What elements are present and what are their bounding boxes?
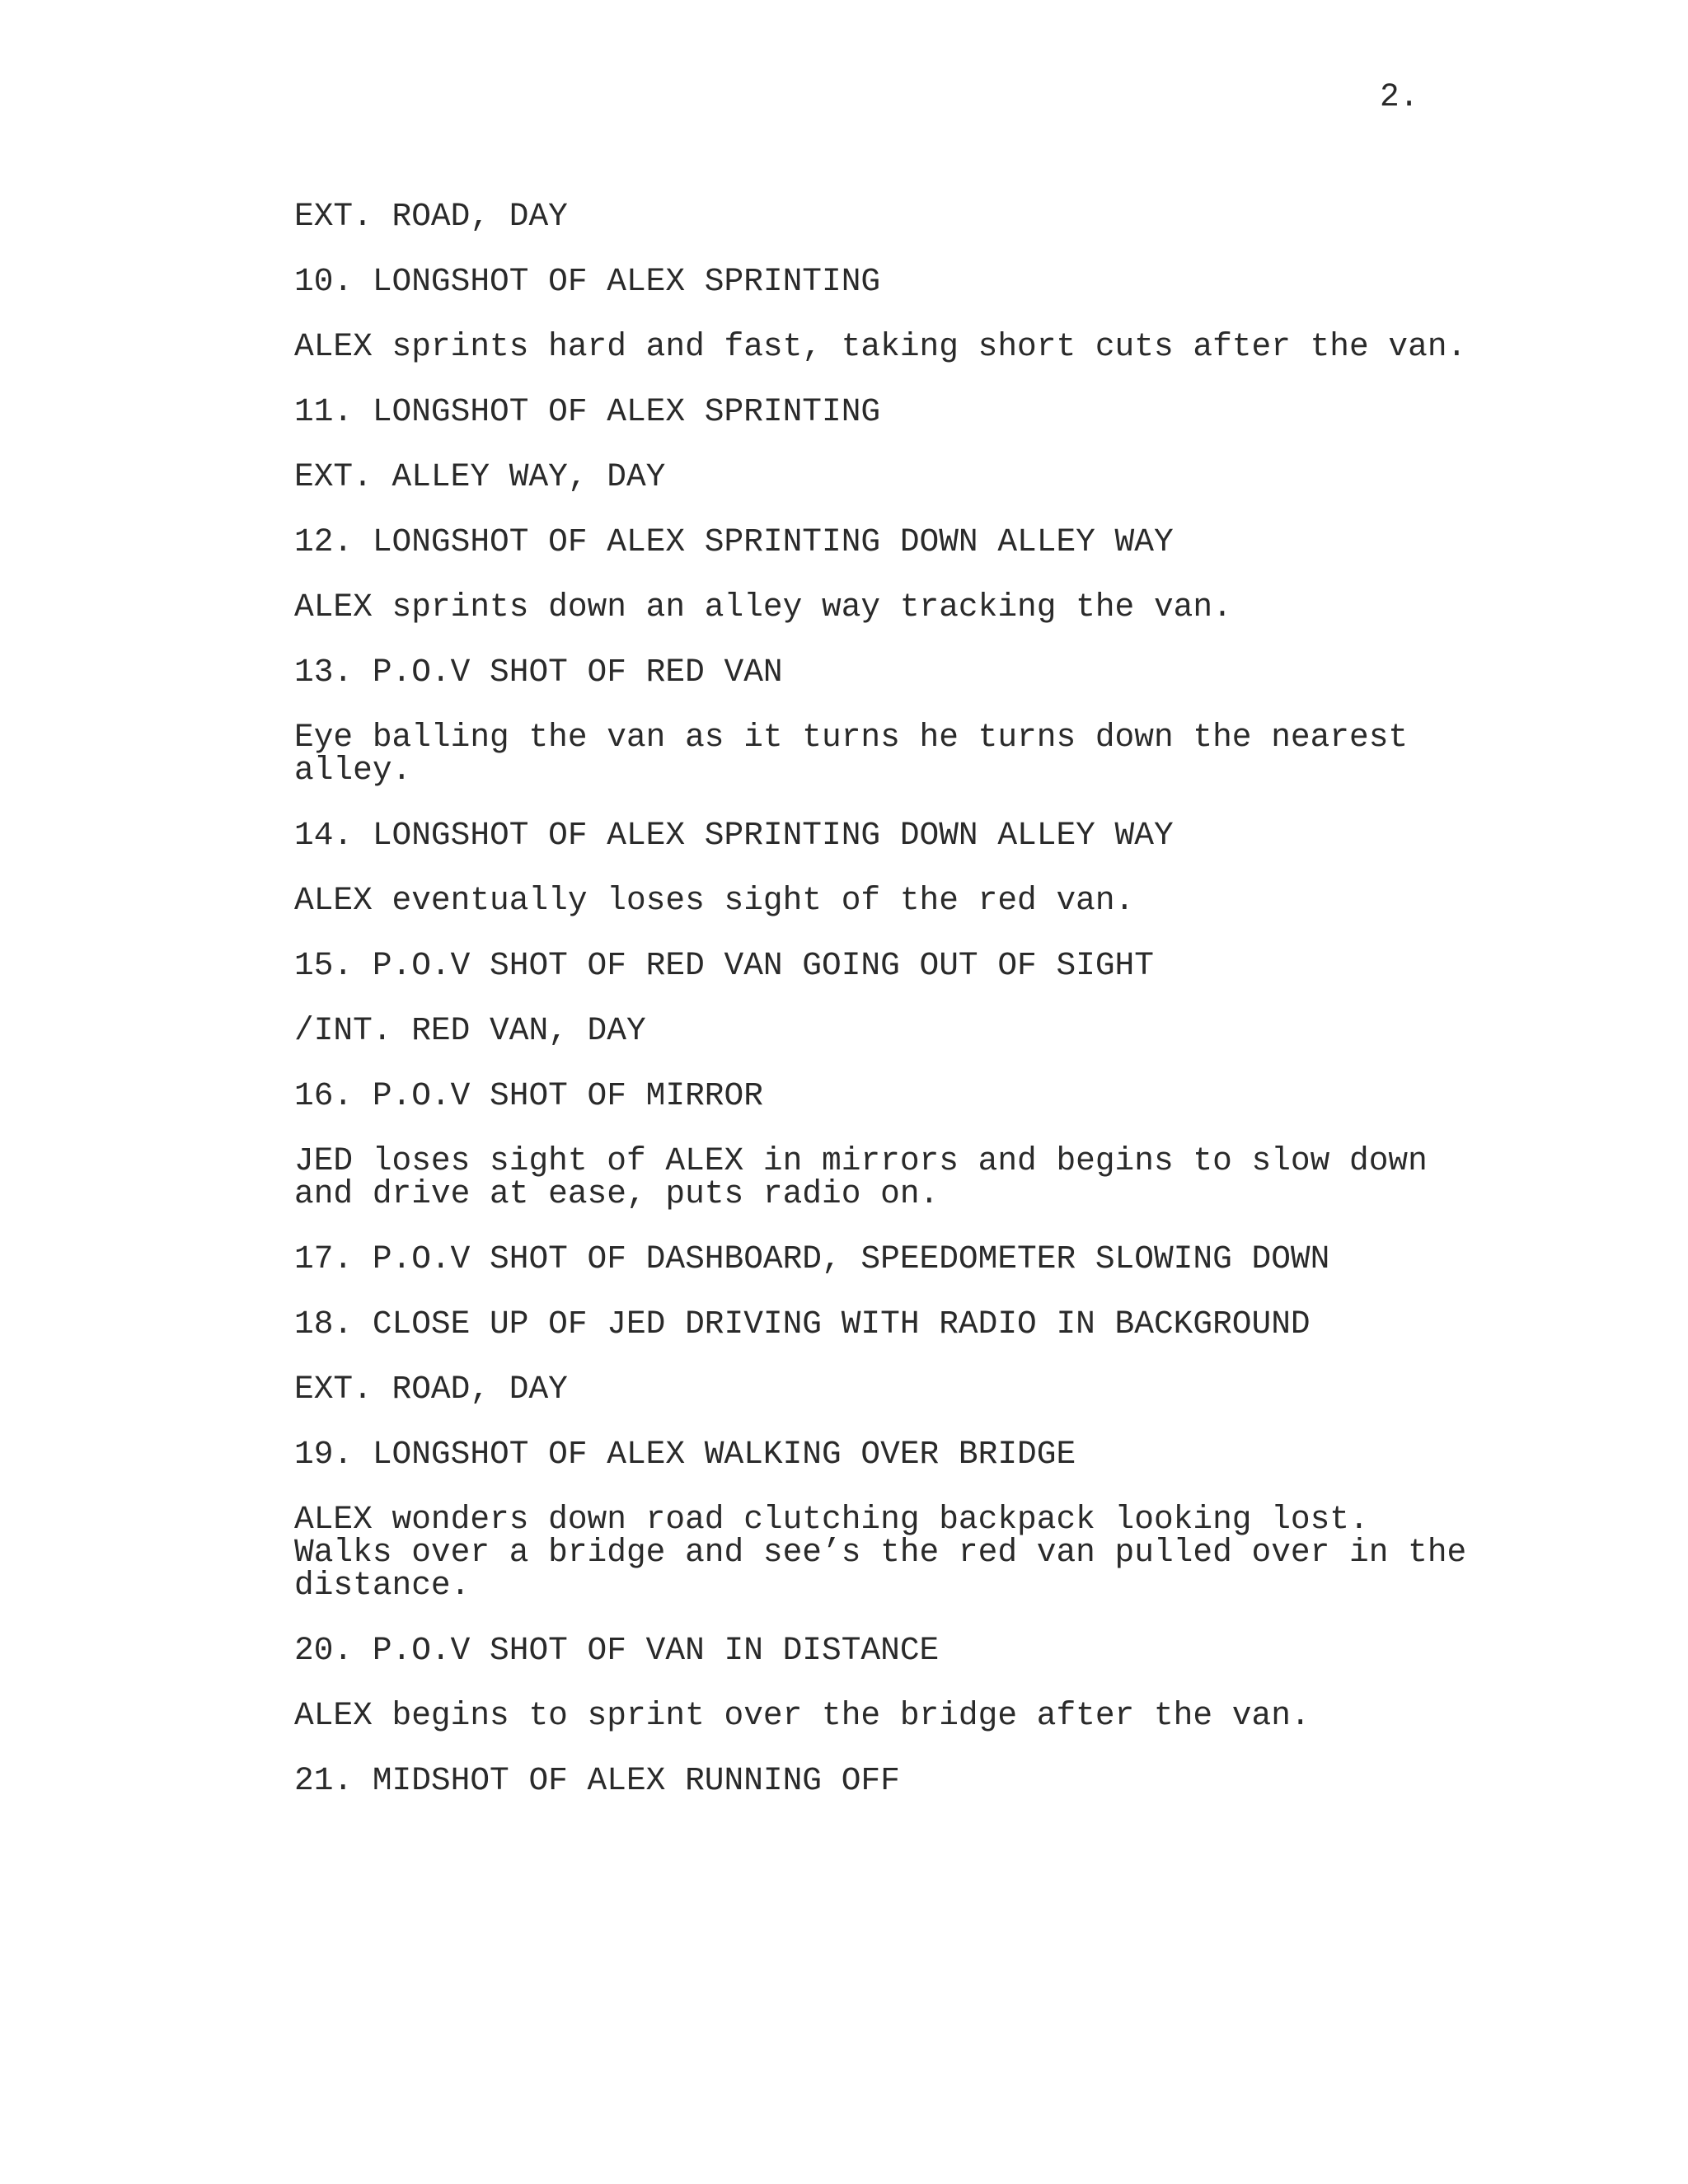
action-line: ALEX eventually loses sight of the red van. xyxy=(294,882,1135,919)
shot-line: 12. LONGSHOT OF ALEX SPRINTING DOWN ALLEY WAY xyxy=(294,523,1174,560)
shot-line: 15. P.O.V SHOT OF RED VAN GOING OUT OF SIGHT xyxy=(294,947,1154,984)
shot-line: 14. LONGSHOT OF ALEX SPRINTING DOWN ALLEY WAY xyxy=(294,817,1174,854)
shot-line: 20. P.O.V SHOT OF VAN IN DISTANCE xyxy=(294,1632,940,1669)
action-line: ALEX wonders down road clutching backpack looking lost. Walks over a bridge and see’s the red van pulled over in the distance. xyxy=(294,1501,1467,1604)
action-line: JED loses sight of ALEX in mirrors and begins to slow down and drive at ease, puts radio on. xyxy=(294,1142,1428,1212)
scene-heading: EXT. ALLEY WAY, DAY xyxy=(294,458,666,495)
scene-heading: /INT. RED VAN, DAY xyxy=(294,1012,646,1049)
shot-line: 11. LONGSHOT OF ALEX SPRINTING xyxy=(294,393,881,430)
shot-line: 17. P.O.V SHOT OF DASHBOARD, SPEEDOMETER SLOWING DOWN xyxy=(294,1240,1330,1277)
shot-line: 18. CLOSE UP OF JED DRIVING WITH RADIO IN BACKGROUND xyxy=(294,1305,1311,1343)
action-line: ALEX sprints down an alley way tracking the van. xyxy=(294,588,1232,626)
scene-heading: EXT. ROAD, DAY xyxy=(294,1371,568,1408)
script-body xyxy=(294,200,1506,1830)
shot-line: 10. LONGSHOT OF ALEX SPRINTING xyxy=(294,263,881,300)
action-line: ALEX sprints hard and fast, taking short cuts after the van. xyxy=(294,328,1467,365)
action-line: ALEX begins to sprint over the bridge after the van. xyxy=(294,1697,1311,1734)
page-number: 2. xyxy=(1380,78,1419,115)
shot-line: 19. LONGSHOT OF ALEX WALKING OVER BRIDGE xyxy=(294,1436,1076,1473)
scene-heading: EXT. ROAD, DAY xyxy=(294,198,568,235)
shot-line: 21. MIDSHOT OF ALEX RUNNING OFF xyxy=(294,1762,900,1799)
action-line: Eye balling the van as it turns he turns down the nearest alley. xyxy=(294,719,1409,789)
shot-line: 13. P.O.V SHOT OF RED VAN xyxy=(294,654,783,691)
shot-line: 16. P.O.V SHOT OF MIRROR xyxy=(294,1077,763,1114)
